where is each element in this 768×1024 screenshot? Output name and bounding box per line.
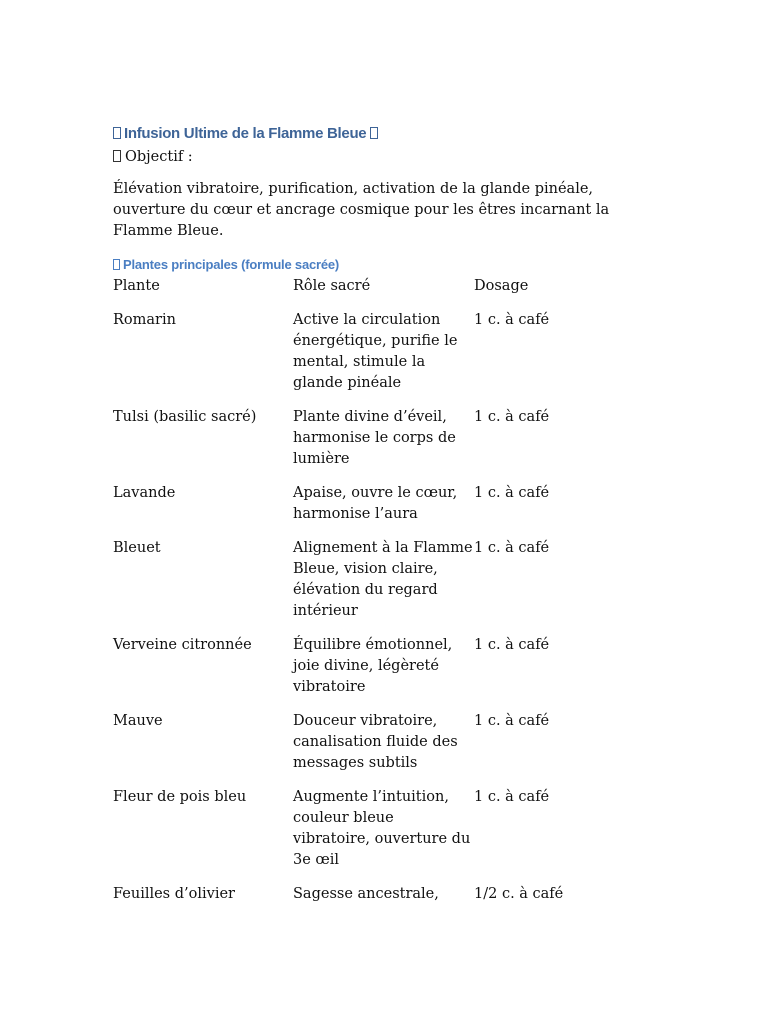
document-title: Infusion Ultime de la Flamme Bleue [124, 125, 367, 142]
cell-dosage: 1/2 c. à café [474, 886, 564, 902]
document-title-line [113, 122, 653, 146]
objectif-label: Objectif : [125, 149, 193, 165]
cell-plante: Lavande [113, 485, 176, 501]
cell-role: Active la circulation énergétique, purifie le mental, stimule la glande pinéale [293, 312, 458, 391]
cell-role: Sagesse ancestrale, [293, 886, 439, 902]
objectif-text: Élévation vibratoire, purification, activation de la glande pinéale, ouverture du cœur et ancrage cosmique pour les êtres incarnant la Flamme Bleue. [113, 181, 610, 239]
missing-glyph-icon [113, 150, 121, 162]
header-role: Rôle sacré [293, 278, 371, 294]
header-dosage: Dosage [474, 278, 529, 294]
section-heading: Plantes principales (formule sacrée) [123, 257, 340, 272]
cell-dosage: 1 c. à café [474, 409, 550, 425]
table-row [113, 635, 624, 711]
cell-role: Équilibre émotionnel, joie divine, légèreté vibratoire [293, 637, 453, 695]
cell-role: Alignement à la Flamme Bleue, vision claire, élévation du regard intérieur [293, 540, 473, 619]
header-plante: Plante [113, 278, 160, 294]
table-row [113, 538, 624, 635]
table-row [113, 787, 624, 884]
document-page [113, 122, 653, 918]
cell-dosage: 1 c. à café [474, 485, 550, 501]
cell-plante: Fleur de pois bleu [113, 789, 247, 805]
cell-role: Augmente l’intuition, couleur bleue vibratoire, ouverture du 3e œil [293, 789, 471, 868]
cell-dosage: 1 c. à café [474, 637, 550, 653]
cell-dosage: 1 c. à café [474, 789, 550, 805]
cell-plante: Romarin [113, 312, 176, 328]
cell-role: Plante divine d’éveil, harmonise le corps de lumière [293, 409, 456, 467]
cell-plante: Feuilles d’olivier [113, 886, 235, 902]
missing-glyph-icon [113, 127, 121, 139]
table-row [113, 483, 624, 538]
missing-glyph-icon [370, 127, 378, 139]
cell-role: Douceur vibratoire, canalisation fluide des messages subtils [293, 713, 458, 771]
table-row [113, 407, 624, 483]
plants-table [113, 276, 624, 918]
cell-plante: Mauve [113, 713, 163, 729]
cell-plante: Tulsi (basilic sacré) [113, 409, 257, 425]
cell-dosage: 1 c. à café [474, 312, 550, 328]
table-header-row [113, 276, 624, 310]
section-heading-line [113, 254, 653, 276]
table-row [113, 310, 624, 407]
table-row [113, 711, 624, 787]
cell-plante: Bleuet [113, 540, 161, 556]
cell-dosage: 1 c. à café [474, 540, 550, 556]
cell-role: Apaise, ouvre le cœur, harmonise l’aura [293, 485, 458, 522]
objectif-line [113, 146, 653, 168]
cell-plante: Verveine citronnée [113, 637, 252, 653]
table-row [113, 884, 624, 918]
missing-glyph-icon [113, 259, 120, 270]
cell-dosage: 1 c. à café [474, 713, 550, 729]
